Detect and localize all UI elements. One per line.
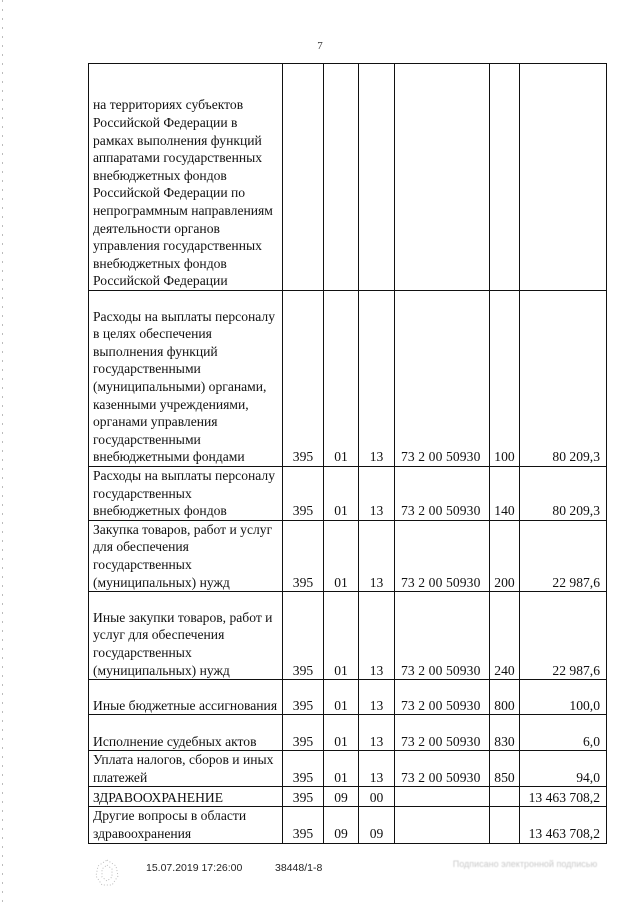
- ministry-code-cell: 395: [283, 520, 324, 591]
- target-article-cell: 73 2 00 50930: [395, 520, 490, 591]
- expense-type-cell: 100: [490, 291, 520, 467]
- section-code-cell: 09: [324, 787, 359, 807]
- expense-name-cell: Закупка товаров, работ и услуг для обеспечения государственных (муниципальных) нужд: [89, 520, 283, 591]
- ministry-code-cell: 395: [283, 807, 324, 843]
- table-row: [89, 64, 607, 291]
- table-row: [89, 680, 607, 715]
- amount-cell: 22 987,6: [520, 592, 607, 680]
- expense-name-cell: Другие вопросы в области здравоохранения: [89, 807, 283, 843]
- table-row: [89, 520, 607, 591]
- section-code-cell: 01: [324, 592, 359, 680]
- target-article-cell: 73 2 00 50930: [395, 592, 490, 680]
- page-footer: [0, 858, 640, 898]
- expense-name-cell: Уплата налогов, сборов и иных платежей: [89, 751, 283, 787]
- expense-type-cell: [490, 64, 520, 291]
- section-code-cell: 01: [324, 291, 359, 467]
- amount-cell: 80 209,3: [520, 291, 607, 467]
- registration-datetime: 15.07.2019 17:26:00: [146, 862, 243, 874]
- section-code-cell: 09: [324, 807, 359, 843]
- expense-type-cell: 850: [490, 751, 520, 787]
- expense-type-cell: 140: [490, 467, 520, 521]
- amount-cell: 22 987,6: [520, 520, 607, 591]
- target-article-cell: 73 2 00 50930: [395, 680, 490, 715]
- ministry-code-cell: 395: [283, 467, 324, 521]
- subsection-code-cell: 13: [359, 592, 395, 680]
- ministry-code-cell: 395: [283, 787, 324, 807]
- section-code-cell: [324, 64, 359, 291]
- subsection-code-cell: 00: [359, 787, 395, 807]
- table-row: [89, 467, 607, 521]
- amount-cell: 80 209,3: [520, 467, 607, 521]
- expense-name-cell: Иные закупки товаров, работ и услуг для обеспечения государственных (муниципальных) нужд: [89, 592, 283, 680]
- table-row: [89, 751, 607, 787]
- budget-table: [88, 63, 607, 844]
- table-row: [89, 787, 607, 807]
- ministry-code-cell: 395: [283, 751, 324, 787]
- expense-type-cell: [490, 807, 520, 843]
- amount-cell: 13 463 708,2: [520, 807, 607, 843]
- section-code-cell: 01: [324, 680, 359, 715]
- expense-name-cell: Расходы на выплаты персоналу государственных внебюджетных фондов: [89, 467, 283, 521]
- table-row: [89, 592, 607, 680]
- section-code-cell: 01: [324, 467, 359, 521]
- ministry-code-cell: 395: [283, 715, 324, 751]
- ministry-code-cell: 395: [283, 592, 324, 680]
- expense-type-cell: 800: [490, 680, 520, 715]
- expense-name-cell: Исполнение судебных актов: [89, 715, 283, 751]
- target-article-cell: [395, 807, 490, 843]
- expense-name-cell: ЗДРАВООХРАНЕНИЕ: [89, 787, 283, 807]
- table-row: [89, 807, 607, 843]
- table-row: [89, 715, 607, 751]
- amount-cell: [520, 64, 607, 291]
- target-article-cell: [395, 787, 490, 807]
- ministry-code-cell: 395: [283, 291, 324, 467]
- target-article-cell: [395, 64, 490, 291]
- subsection-code-cell: 13: [359, 291, 395, 467]
- expense-name-cell: на территориях субъектов Российской Федерации в рамках выполнения функций аппаратами государственных внебюджетных фондов Российской Федерации по непрограммным направлениям деятельности органов управления государственных внебюджетных фондов Российской Федерации: [89, 64, 283, 291]
- table-row: [89, 291, 607, 467]
- expense-type-cell: 200: [490, 520, 520, 591]
- subsection-code-cell: 09: [359, 807, 395, 843]
- subsection-code-cell: 13: [359, 467, 395, 521]
- expense-name-cell: Иные бюджетные ассигнования: [89, 680, 283, 715]
- ministry-code-cell: [283, 64, 324, 291]
- registration-stamp-icon: [94, 858, 120, 888]
- expense-type-cell: [490, 787, 520, 807]
- section-code-cell: 01: [324, 751, 359, 787]
- page-number: 7: [317, 40, 323, 52]
- scan-edge-marks: [2, 0, 3, 905]
- target-article-cell: 73 2 00 50930: [395, 715, 490, 751]
- expense-name-cell: Расходы на выплаты персоналу в целях обеспечения выполнения функций государственными (муниципальными) органами, казенными учреждениями, органами управления государственными внебюджетными фондами: [89, 291, 283, 467]
- target-article-cell: 73 2 00 50930: [395, 751, 490, 787]
- subsection-code-cell: 13: [359, 680, 395, 715]
- subsection-code-cell: 13: [359, 520, 395, 591]
- target-article-cell: 73 2 00 50930: [395, 291, 490, 467]
- section-code-cell: 01: [324, 520, 359, 591]
- amount-cell: 94,0: [520, 751, 607, 787]
- amount-cell: 100,0: [520, 680, 607, 715]
- document-number: 38448/1-8: [275, 862, 323, 874]
- subsection-code-cell: 13: [359, 715, 395, 751]
- subsection-code-cell: 13: [359, 751, 395, 787]
- faint-signature-note: Подписано электронной подписью: [452, 859, 598, 869]
- subsection-code-cell: [359, 64, 395, 291]
- ministry-code-cell: 395: [283, 680, 324, 715]
- target-article-cell: 73 2 00 50930: [395, 467, 490, 521]
- section-code-cell: 01: [324, 715, 359, 751]
- amount-cell: 13 463 708,2: [520, 787, 607, 807]
- expense-type-cell: 240: [490, 592, 520, 680]
- amount-cell: 6,0: [520, 715, 607, 751]
- expense-type-cell: 830: [490, 715, 520, 751]
